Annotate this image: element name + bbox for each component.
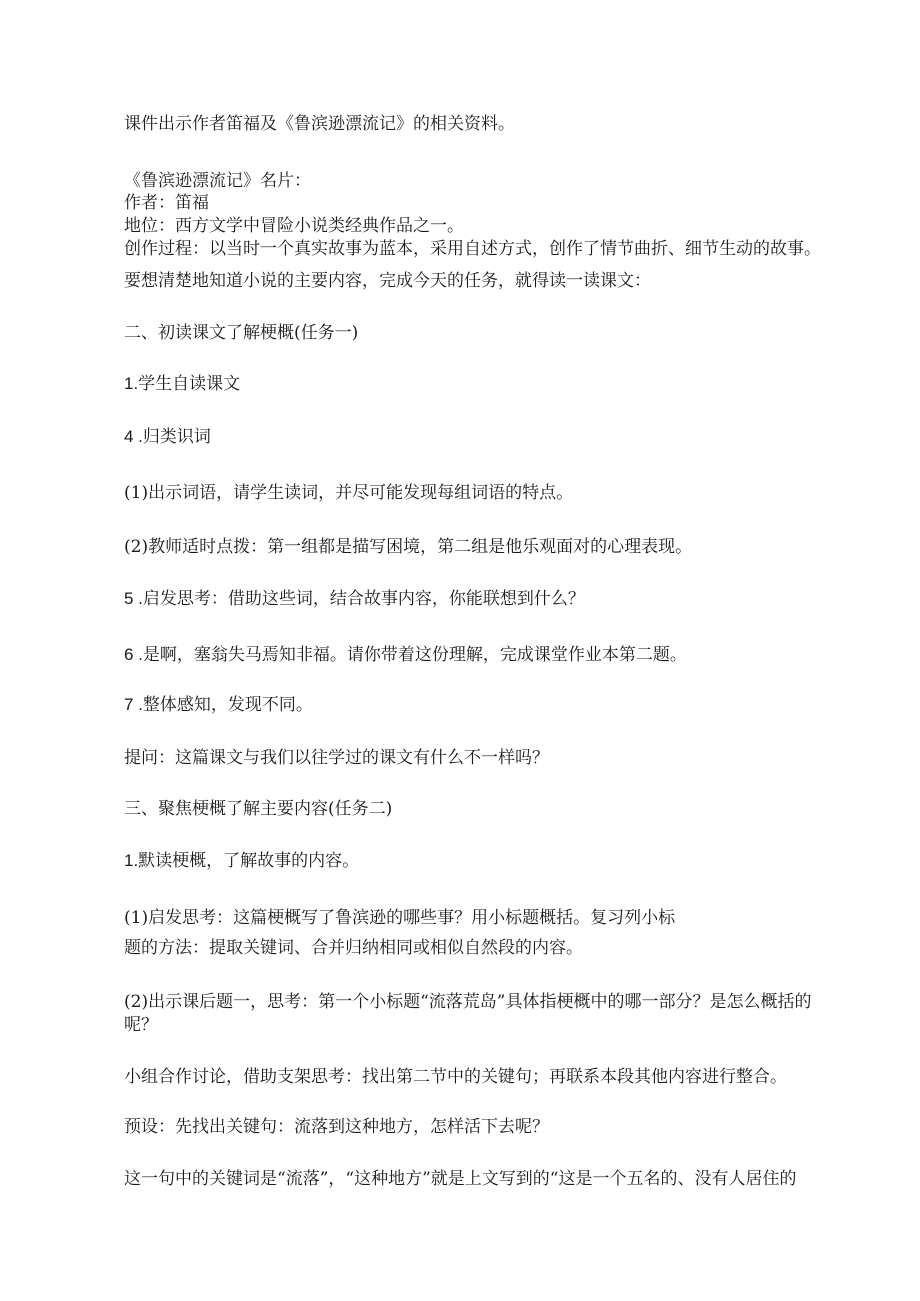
group-discussion-line: 小组合作讨论，借助支架思考：找出第二节中的关键句；再联系本段其他内容进行整合。	[124, 1067, 787, 1087]
step-1-sub-1-b: 题的方法：提取关键词、合并归纳相同或相似自然段的内容。	[124, 938, 583, 958]
step-1-sub-2-a: (2)出示课后题一，思考：第一个小标题“流落荒岛”具体指梗概中的哪一部分？是怎么概括的	[124, 992, 812, 1012]
keyword-explanation-line: 这一句中的关键词是“流落”，“这种地方”就是上文写到的“这是一个五名的、没有人居住的	[124, 1169, 797, 1189]
intro-courseware-line: 课件出示作者笛福及《鲁滨逊漂流记》的相关资料。	[124, 114, 515, 134]
step-1-sub-2-b: 呢？	[124, 1015, 158, 1035]
section-heading-2: 二、初读课文了解梗概(任务一)	[124, 323, 359, 343]
namecard-heading: 《鲁滨逊漂流记》名片：	[124, 171, 311, 191]
step-4-sub-2: (2)教师适时点拨：第一组都是描写困境，第二组是他乐观面对的心理表现。	[124, 537, 693, 557]
step-4-classify-words: 4 .归类识词	[124, 427, 211, 446]
section-heading-3: 三、聚焦梗概了解主要内容(任务二)	[124, 799, 393, 819]
namecard-status: 地位：西方文学中冒险小说类经典作品之一。	[124, 216, 464, 236]
step-7-overall: 7 .整体感知，发现不同。	[124, 695, 313, 714]
transition-line: 要想清楚地知道小说的主要内容，完成今天的任务，就得读一读课文：	[124, 271, 651, 291]
namecard-author: 作者：笛福	[124, 193, 209, 213]
namecard-creation: 创作过程：以当时一个真实故事为蓝本，采用自述方式，创作了情节曲折、细节生动的故事。	[124, 239, 821, 259]
step-4-sub-1: (1)出示词语，请学生读词，并尽可能发现每组词语的特点。	[124, 483, 574, 503]
preset-line: 预设：先找出关键句：流落到这种地方，怎样活下去呢？	[124, 1117, 549, 1137]
step-6-proverb: 6 .是啊，塞翁失马焉知非福。请你带着这份理解，完成课堂作业本第二题。	[124, 645, 687, 664]
question-line: 提问：这篇课文与我们以往学过的课文有什么不一样吗？	[124, 748, 549, 768]
step-5-think: 5 .启发思考：借助这些词，结合故事内容，你能联想到什么？	[124, 589, 585, 608]
step-1-silent-read: 1.默读梗概，了解故事的内容。	[124, 851, 360, 870]
step-1-self-read: 1.学生自读课文	[124, 374, 241, 393]
step-1-sub-1-a: (1)启发思考：这篇梗概写了鲁滨逊的哪些事？用小标题概括。复习列小标	[124, 908, 676, 928]
